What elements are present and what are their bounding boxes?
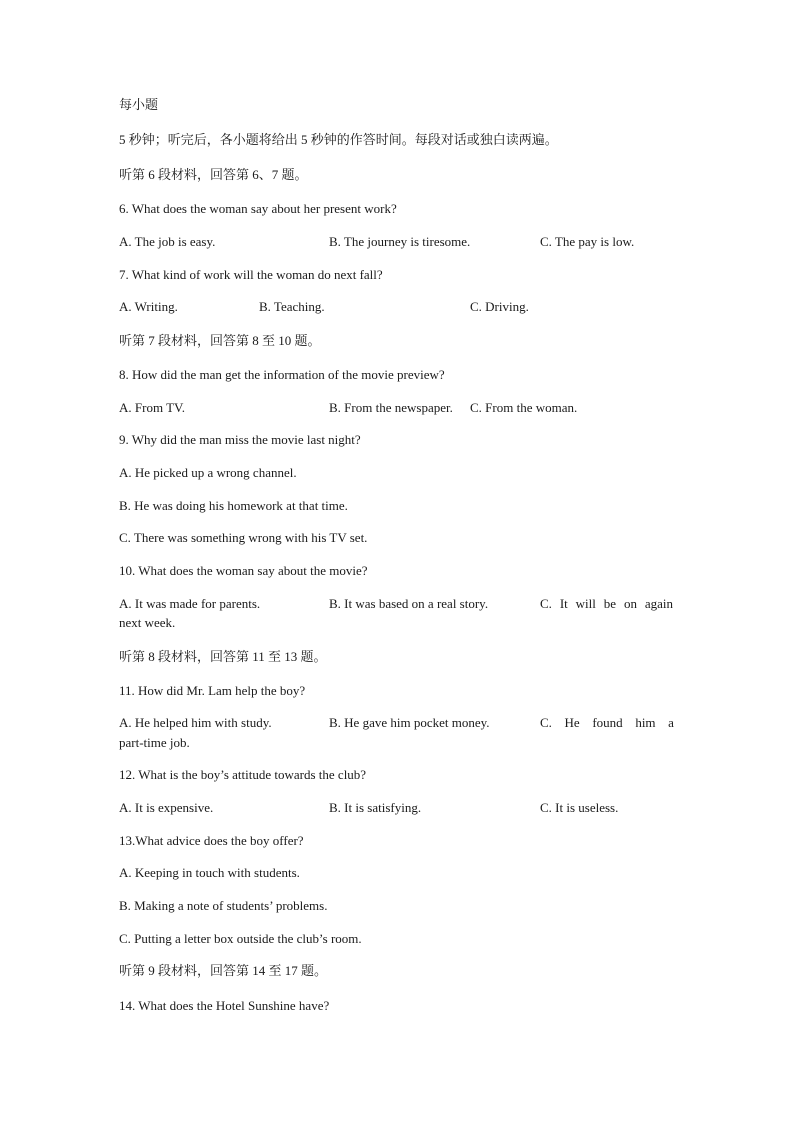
question-14: 14. What does the Hotel Sunshine have? [119,998,330,1013]
option-11c-word: him [635,715,656,730]
option-11c-word: found [592,715,623,730]
option-9a: A. He picked up a wrong channel. [119,465,297,480]
option-9b: B. He was doing his homework at that time. [119,498,348,513]
option-8c: C. From the woman. [470,400,578,415]
option-10c [540,596,673,612]
option-11c-word: a [668,715,674,730]
option-11c [540,715,674,731]
question-9: 9. Why did the man miss the movie last night? [119,432,361,447]
option-12c: C. It is useless. [540,800,619,815]
option-10c-word: C. [540,596,552,611]
option-6c: C. The pay is low. [540,234,635,249]
section-heading-6: 听第 6 段材料，回答第 6、7 题。 [119,167,308,182]
instructions-line: 5 秒钟；听完后，各小题将给出 5 秒钟的作答时间。每段对话或独白读两遍。 [119,132,558,147]
question-12: 12. What is the boy’s attitude towards the club? [119,767,367,782]
option-13b: B. Making a note of students’ problems. [119,898,328,913]
question-13: 13.What advice does the boy offer? [119,833,304,848]
question-11: 11. How did Mr. Lam help the boy? [119,683,306,698]
question-6: 6. What does the woman say about her present work? [119,201,397,216]
option-6b: B. The journey is tiresome. [329,234,471,249]
option-8a: A. From TV. [119,400,185,415]
option-11a: A. He helped him with study. [119,715,272,730]
option-10c-word: It [559,596,568,611]
option-12b: B. It is satisfying. [329,800,422,815]
option-6a: A. The job is easy. [119,234,216,249]
option-13a: A. Keeping in touch with students. [119,865,300,880]
option-10c-continued: next week. [119,615,176,630]
section-heading-9: 听第 9 段材料，回答第 14 至 17 题。 [119,963,328,978]
option-10c-word: will [575,596,596,611]
question-7: 7. What kind of work will the woman do next fall? [119,267,383,282]
option-7c: C. Driving. [470,299,529,314]
option-8b: B. From the newspaper. [329,400,453,415]
option-11c-continued: part-time job. [119,735,190,750]
section-heading-8: 听第 8 段材料，回答第 11 至 13 题。 [119,649,327,664]
option-11c-word: He [564,715,580,730]
intro-fragment: 每小题 [119,97,159,112]
option-10c-word: be [603,596,617,611]
option-10b: B. It was based on a real story. [329,596,489,611]
option-13c: C. Putting a letter box outside the club’s room. [119,931,362,946]
section-heading-7: 听第 7 段材料，回答第 8 至 10 题。 [119,333,321,348]
option-7a: A. Writing. [119,299,178,314]
option-10c-word: on [623,596,637,611]
option-10a: A. It was made for parents. [119,596,261,611]
option-12a: A. It is expensive. [119,800,214,815]
option-11b: B. He gave him pocket money. [329,715,490,730]
option-10c-word: again [644,596,673,611]
question-8: 8. How did the man get the information of the movie preview? [119,367,445,382]
option-7b: B. Teaching. [259,299,325,314]
option-11c-word: C. [540,715,552,730]
question-10: 10. What does the woman say about the movie? [119,563,368,578]
option-9c: C. There was something wrong with his TV set. [119,530,368,545]
